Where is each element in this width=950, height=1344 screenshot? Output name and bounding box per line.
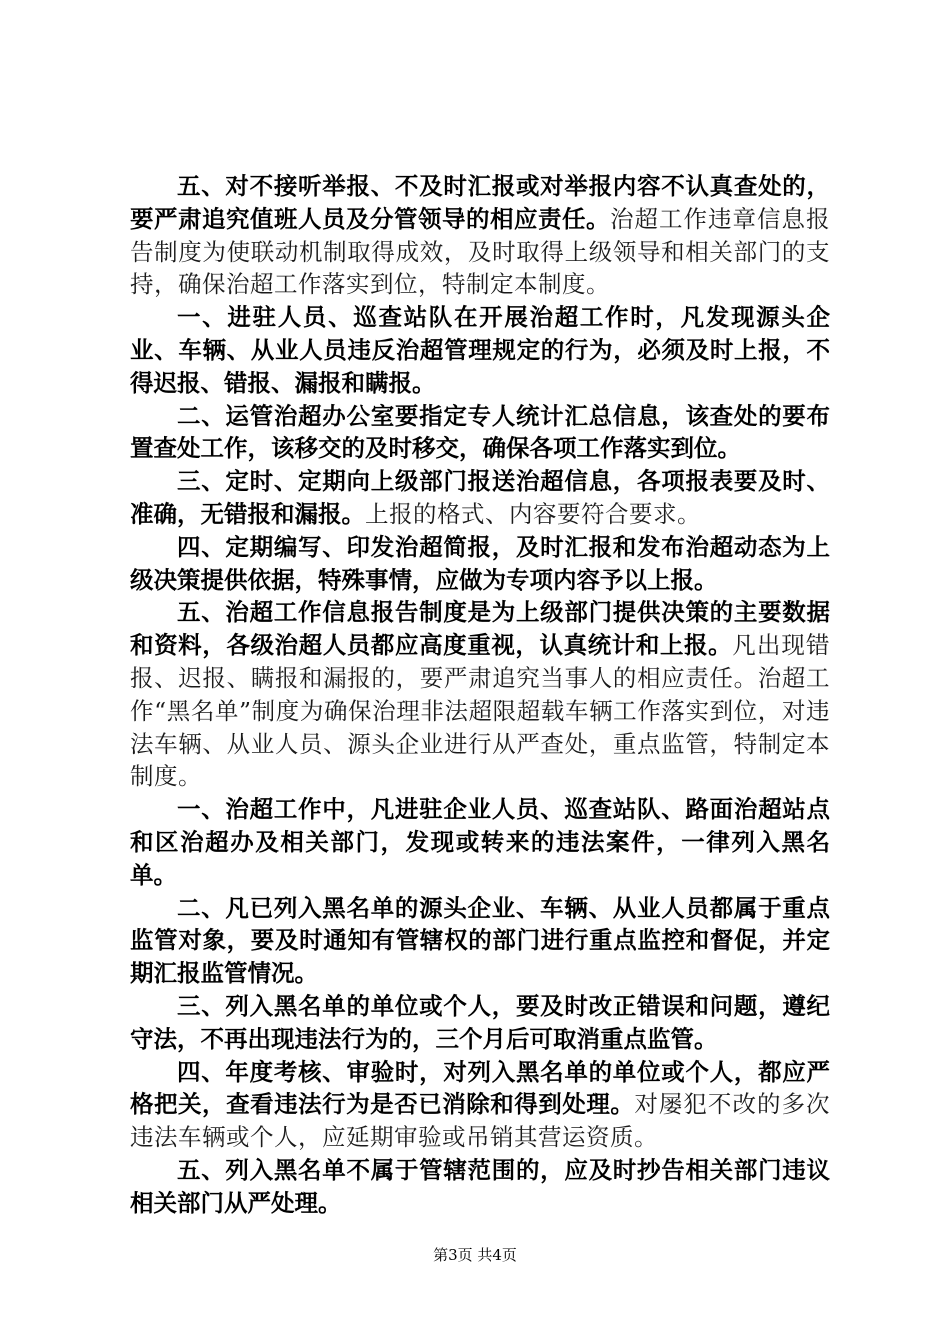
paragraph-2-bold: 一、进驻人员、巡查站队在开展治超工作时，凡发现源头企业、车辆、从业人员违反治超管理规定的行为，必须及时上报，不得迟报、错报、漏报和瞒报。 (130, 303, 830, 397)
paragraph-3 (130, 400, 830, 466)
paragraph-10-light: 对屡犯不改的多次违法车辆或个人，应延期审验或吊销其营运资质。 (130, 1090, 830, 1152)
paragraph-7-bold: 一、治超工作中，凡进驻企业人员、巡查站队、路面治超站点和区治超办及相关部门，发现或转来的违法案件，一律列入黑名单。 (130, 795, 830, 889)
paragraph-2 (130, 301, 830, 399)
paragraph-11 (130, 1154, 830, 1220)
paragraph-4-light: 上报的格式、内容要符合要求。 (365, 499, 701, 528)
paragraph-4-bold: 三、定时、定期向上级部门报送治超信息，各项报表要及时、准确，无错报和漏报。 (130, 467, 830, 528)
paragraph-10 (130, 1056, 830, 1154)
paragraph-8-bold: 二、凡已列入黑名单的源头企业、车辆、从业人员都属于重点监管对象，要及时通知有管辖权的部门进行重点监控和督促，并定期汇报监管情况。 (130, 893, 830, 988)
paragraph-6 (130, 596, 830, 793)
paragraph-11-bold: 五、列入黑名单不属于管辖范围的，应及时抄告相关部门违议相关部门从严处理。 (130, 1155, 830, 1217)
paragraph-6-light: 凡出现错报、迟报、瞒报和漏报的，要严肃追究当事人的相应责任。治超工作“黑名单”制度为确保治理非法超限超载车辆工作落实到位，对违法车辆、从业人员、源头企业进行从严查处，重点监管，特制定本制度。 (130, 631, 831, 791)
paragraph-6-bold: 五、治超工作信息报告制度是为上级部门提供决策的主要数据和资料，各级治超人员都应高度重视，认真统计和上报。 (130, 598, 830, 660)
paragraph-1-bold: 五、对不接听举报、不及时汇报或对举报内容不认真查处的，要严肃追究值班人员及分管领导的相应责任。 (130, 172, 830, 233)
page-number-footer: 第3页 共4页 (433, 1246, 517, 1264)
paragraph-9-bold: 三、列入黑名单的单位或个人，要及时改正错误和问题，遵纪守法，不再出现违法行为的，三个月后可取消重点监管。 (130, 991, 830, 1053)
document-body (130, 170, 830, 1220)
paragraph-3-bold: 二、运管治超办公室要指定专人统计汇总信息，该查处的要布置查处工作，该移交的及时移交，确保各项工作落实到位。 (130, 401, 830, 463)
paragraph-1-light: 治超工作违章信息报告制度为使联动机制取得成效，及时取得上级领导和相关部门的支持，确保治超工作落实到位，特制定本制度。 (130, 204, 830, 299)
paragraph-5 (130, 531, 830, 597)
paragraph-5-bold: 四、定期编写、印发治超简报，及时汇报和发布治超动态为上级决策提供依据，特殊事情，应做为专项内容予以上报。 (130, 532, 830, 594)
paragraph-1 (130, 170, 830, 301)
paragraph-4 (130, 465, 830, 531)
paragraph-9 (130, 990, 830, 1056)
paragraph-10-bold: 四、年度考核、审验时，对列入黑名单的单位或个人，都应严格把关，查看违法行为是否已消除和得到处理。 (130, 1057, 830, 1119)
paragraph-7 (130, 793, 830, 891)
paragraph-8 (130, 892, 830, 990)
